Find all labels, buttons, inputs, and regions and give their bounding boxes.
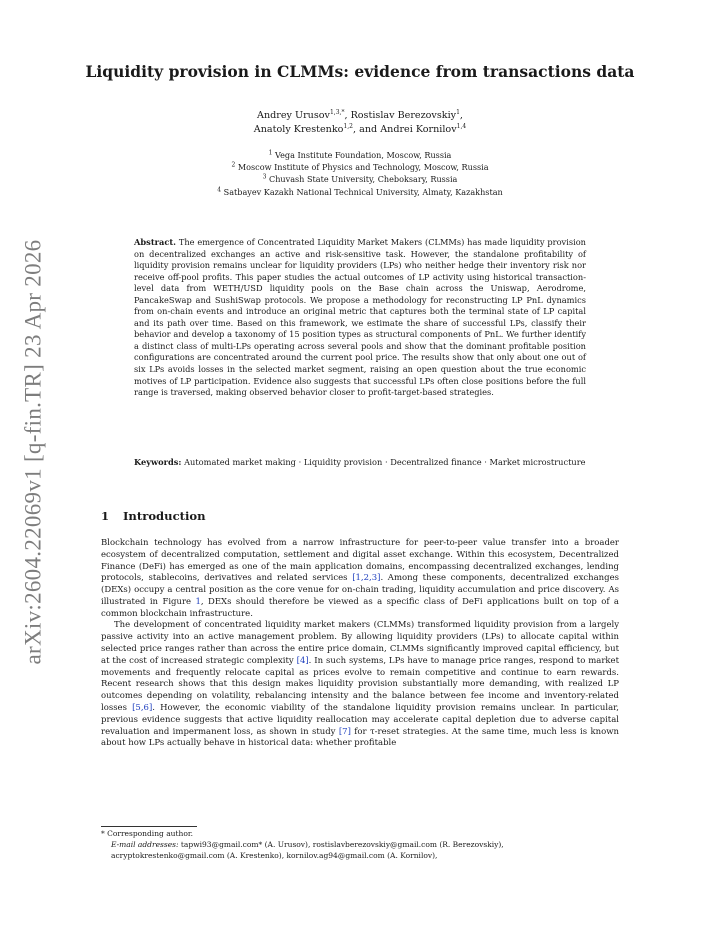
affiliation-number: 3 — [262, 173, 267, 181]
text-run: Blockchain technology has evolved from a narrow infrastructure for peer-to-peer value transfer into a broader ecosystem of decentralized computation, settlement and digital asset exchange. Within this ecosystem, Decentralized Finance (DeFi) has emerged as one of the main application domains, encompassing decentralized exchanges, lending protocols, stablecoins, derivatives and related services — [101, 538, 619, 584]
citation-link[interactable]: [7] — [338, 726, 351, 737]
text-run: The development of concentrated liquidity market makers (CLMMs) transformed liquidity provision from a largely passive activity into an active management problem. By allowing liquidity providers (LPs) to allocate capital within selected price ranges rather than across the entire price domain, CLMMs significantly improved capital efficiency, but at the cost of increased strategic complexity — [101, 620, 619, 666]
section-heading — [101, 509, 206, 523]
affiliation-item — [60, 161, 660, 173]
abstract-text: The emergence of Concentrated Liquidity Market Makers (CLMMs) has made liquidity provision on decentralized exchanges an active and risk-sensitive task. However, the standalone profitability of liquidity provision remains unclear for liquidity providers (LPs) who neither hedge their inventory risk nor receive off-pool profits. This paper studies the actual outcomes of LP activity using historical transaction-level data from WETH/USD liquidity pools on the Base chain across the Uniswap, Aerodrome, PancakeSwap and SushiSwap protocols. We propose a methodology for reconstructing LP PnL dynamics from on-chain events and introduce an original metric that captures both the terminal state of LP capital and its path over time. Based on this framework, we estimate the share of successful LPs, classify their behavior and develop a taxonomy of 15 position types as structural components of PnL. We further identify a distinct class of multi-LPs operating across several pools and show that the dominant profitable position configurations are concentrated around the current pool price. The results show that only about one out of six LPs avoids losses in the selected market segment, raising an open question about the true economic motives of LP participation. Evidence also suggests that successful LPs often close positions before the full range is traversed, making observed behavior closer to profit-target-based strategies. — [134, 237, 586, 398]
affiliation-text: Vega Institute Foundation, Moscow, Russia — [275, 150, 452, 160]
author-list — [60, 109, 660, 137]
affiliation-list — [60, 149, 660, 198]
author-affil-marker: 1,4 — [456, 122, 467, 130]
affiliation-number: 2 — [231, 161, 236, 169]
citation-link[interactable]: [5,6] — [132, 702, 153, 713]
author-name: Andrei Kornilov — [380, 124, 457, 135]
footnote-corresponding: * Corresponding author. — [101, 829, 194, 838]
affiliation-text: Moscow Institute of Physics and Technology, Moscow, Russia — [237, 162, 489, 173]
author-affil-marker: 1 — [456, 108, 460, 116]
affiliation-item — [60, 149, 660, 161]
body-text — [101, 538, 619, 750]
abstract — [134, 237, 586, 399]
author-line-1: Andrey Urusov$^{1,3,*}$, Rostislav Berezovskiy$^1$, — [257, 108, 463, 121]
figure-reference-link[interactable]: 1 — [195, 596, 201, 607]
section-title: Introduction — [123, 509, 206, 523]
text-run: for τ-reset strategies. At the same time, much less is known about how LPs actually behave in historical data: whether profitable — [101, 726, 619, 749]
citation-link[interactable]: [4] — [296, 655, 309, 666]
affiliation-number: 4 — [217, 185, 222, 193]
author-conjunction: and — [359, 124, 378, 135]
affiliation-text: Chuvash State University, Cheboksary, Russia — [269, 174, 458, 185]
keywords-text: Automated market making · Liquidity provision · Decentralized finance · Market microstructure — [184, 457, 586, 467]
text-run: , DEXs should therefore be viewed as a specific class of DeFi applications built on top of a common blockchain infrastructure. — [101, 596, 619, 619]
footnote-divider — [101, 826, 197, 827]
affiliation-item — [60, 173, 660, 185]
paper-title: Liquidity provision in CLMMs: evidence from transactions data — [85, 62, 635, 81]
section-number: 1 — [101, 509, 110, 523]
footnote-email-label: E-mail addresses: — [111, 839, 179, 849]
abstract-label: Abstract. — [134, 237, 177, 247]
paragraph — [101, 538, 619, 620]
affiliation-number: 1 — [268, 149, 273, 157]
affiliation-item — [60, 186, 660, 198]
text-run: . However, the economic viability of the standalone liquidity provision remains unclear. In particular, previous evidence suggests that active liquidity reallocation may accelerate capital depletion due to adverse capital revaluation and impermanent loss, as shown in study — [101, 702, 619, 737]
arxiv-identifier-text: arXiv:2604.22069v1 [q-fin.TR] 23 Apr 2026 — [20, 239, 46, 665]
author-affil-marker: 1,2 — [343, 122, 353, 130]
footnote — [101, 829, 619, 861]
text-run: . Among these components, decentralized exchanges (DEXs) occupy a central position as the core venue for on-chain trading, liquidity accumulation and price discovery. As illustrated in Figure — [101, 573, 619, 607]
arxiv-identifier-stamp — [0, 239, 66, 665]
author-name: Andrey Urusov — [257, 110, 330, 121]
citation-link[interactable]: [1,2,3] — [352, 573, 381, 584]
text-run: . In such systems, LPs have to manage price ranges, respond to market movements and frequently relocate capital as prices evolve to remain competitive and continue to earn rewards. Recent research shows that this design makes liquidity provision substantially more demanding, with realized LP outcomes depending on volatility, rebalancing intensity and the balance between fee income and inventory-related losses — [101, 655, 619, 713]
author-affil-marker: 1,3 — [329, 108, 340, 116]
affiliation-text: Satbayev Kazakh National Technical University, Almaty, Kazakhstan — [223, 186, 503, 197]
author-line-2: Anatoly Krestenko$^{1,2}$, and Andrei Kornilov$^{1,4}$ — [253, 122, 467, 135]
footnote-emails — [101, 840, 619, 862]
footnote-email-text: tapwi93@gmail.com* (A. Urusov), rostislavberezovskiy@gmail.com (R. Berezovskiy), acryptokrestenko@gmail.com (A. Krestenko), kornilov.ag94@gmail.com (A. Kornilov), — [111, 839, 504, 860]
author-name: Rostislav Berezovskiy — [350, 110, 457, 121]
keywords-label: Keywords: — [134, 457, 182, 467]
author-name: Anatoly Krestenko — [253, 124, 344, 135]
paragraph — [101, 620, 619, 750]
keywords — [134, 457, 586, 469]
